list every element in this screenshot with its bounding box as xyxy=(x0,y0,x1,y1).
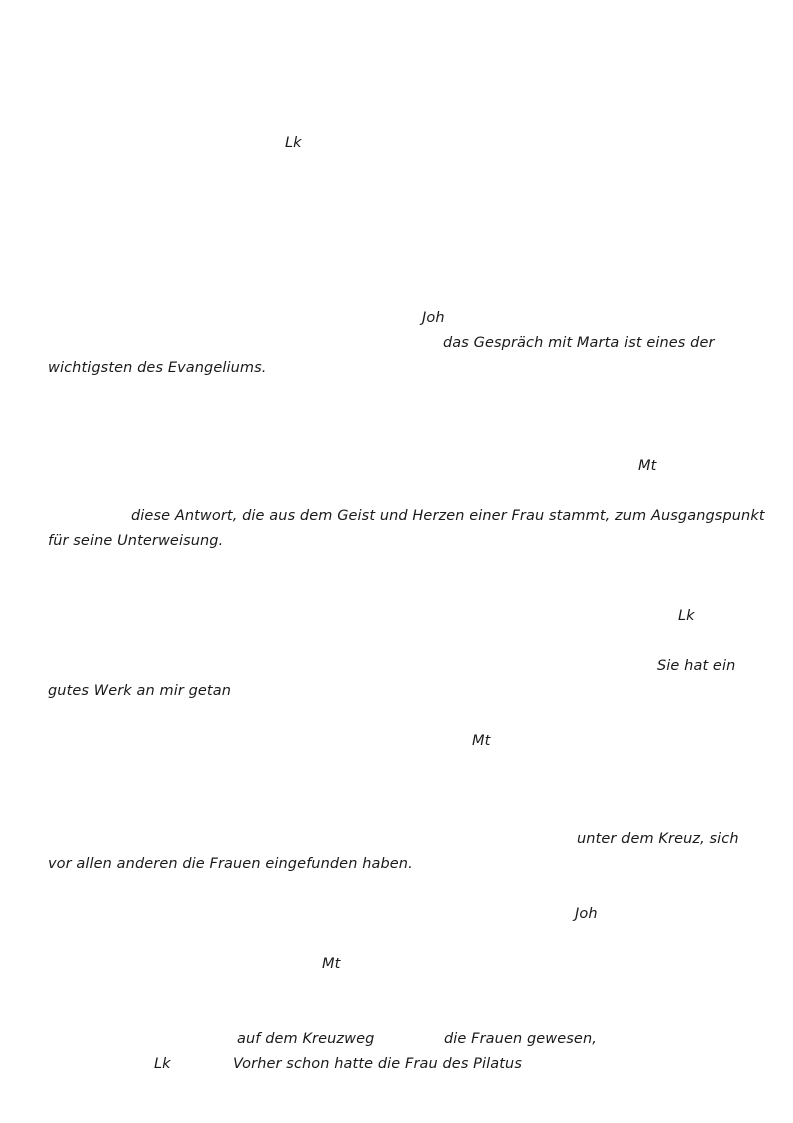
text-line: gutes Werk an mir getan xyxy=(48,683,231,699)
gospel-ref-joh: Joh xyxy=(422,310,445,326)
text-fragment: auf dem Kreuzweg xyxy=(237,1031,375,1047)
text-line: das Gespräch mit Marta ist eines der xyxy=(443,335,715,351)
text-fragment: Vorher schon hatte die Frau des Pilatus xyxy=(233,1056,523,1072)
gospel-ref-lk: Lk xyxy=(154,1056,171,1072)
gospel-ref-mt: Mt xyxy=(638,458,657,474)
text-line: Sie hat ein xyxy=(657,658,736,674)
gospel-ref-lk: Lk xyxy=(678,608,695,624)
gospel-ref-joh: Joh xyxy=(575,906,598,922)
gospel-ref-mt: Mt xyxy=(322,956,341,972)
text-line: vor allen anderen die Frauen eingefunden haben. xyxy=(48,856,413,872)
text-fragment: die Frauen gewesen, xyxy=(444,1031,597,1047)
gospel-ref-lk: Lk xyxy=(285,135,302,151)
gospel-ref-mt: Mt xyxy=(472,733,491,749)
text-line: für seine Unterweisung. xyxy=(48,533,224,549)
text-line: wichtigsten des Evangeliums. xyxy=(48,360,267,376)
text-line: unter dem Kreuz, sich xyxy=(577,831,739,847)
text-line: diese Antwort, die aus dem Geist und Herzen einer Frau stammt, zum Ausgangspunkt xyxy=(131,508,765,524)
